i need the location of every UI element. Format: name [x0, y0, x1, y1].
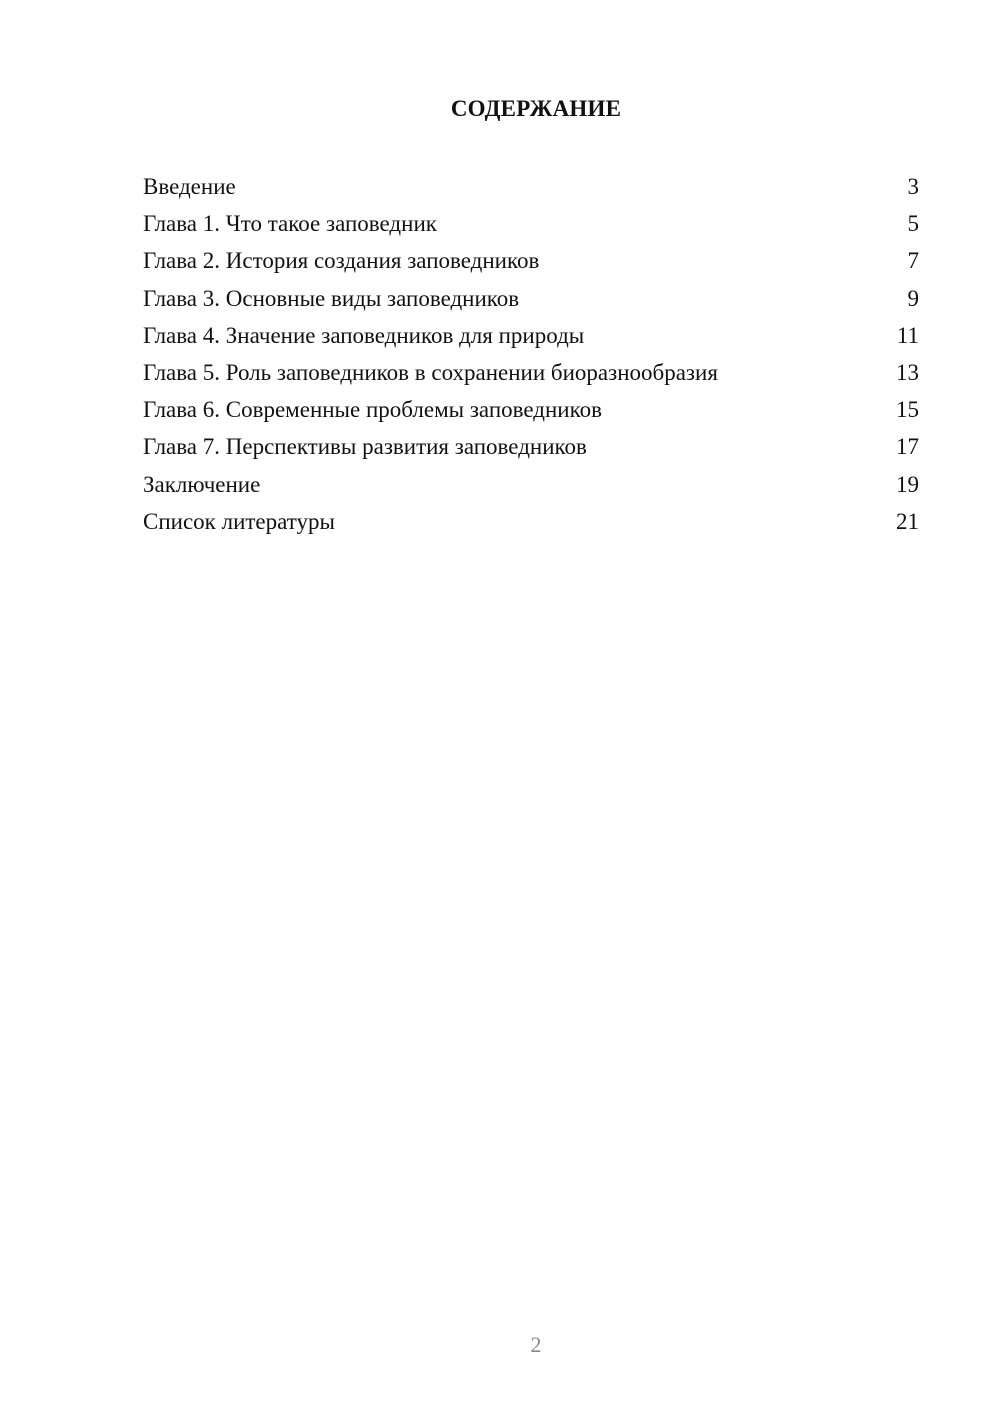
- toc-entry-label: Заключение: [143, 471, 261, 497]
- toc-entry: [143, 354, 919, 391]
- page-title: СОДЕРЖАНИЕ: [450, 96, 622, 121]
- toc-entry-page: 13: [896, 359, 919, 385]
- toc-entry-label: Глава 3. Основные виды заповедников: [143, 285, 520, 311]
- toc-entry-page: 21: [896, 508, 919, 534]
- toc-entry-page: 9: [907, 285, 919, 311]
- toc-entry-label: Глава 2. История создания заповедников: [143, 248, 540, 274]
- toc-entry-page: 5: [907, 211, 919, 237]
- toc-entry-label: Глава 6. Современные проблемы заповедников: [143, 397, 602, 423]
- toc-entry: [143, 168, 919, 205]
- toc-entry-label: Список литературы: [143, 508, 335, 534]
- toc-entry: [143, 280, 919, 317]
- toc-entry-label: Глава 7. Перспективы развития заповедников: [143, 434, 587, 460]
- toc-entry-label: Глава 5. Роль заповедников в сохранении биоразнообразия: [143, 359, 718, 385]
- toc-entry: [143, 205, 919, 242]
- toc-entry: [143, 242, 919, 279]
- toc-entry-label: Глава 1. Что такое заповедник: [143, 211, 437, 237]
- table-of-contents: [143, 168, 919, 540]
- toc-entry: [143, 466, 919, 503]
- toc-entry-page: 19: [896, 471, 919, 497]
- toc-entry-page: 7: [907, 248, 919, 274]
- toc-entry: [143, 317, 919, 354]
- toc-entry: [143, 503, 919, 540]
- toc-entry-page: 3: [907, 174, 919, 199]
- toc-entry-page: 15: [896, 397, 919, 423]
- toc-entry: [143, 391, 919, 428]
- toc-entry-page: 17: [896, 434, 919, 460]
- toc-entry-label: Введение: [143, 174, 236, 199]
- toc-entry: [143, 428, 919, 465]
- page-number: 2: [530, 1332, 542, 1357]
- toc-entry-page: 11: [896, 322, 919, 348]
- toc-entry-label: Глава 4. Значение заповедников для природы: [143, 322, 585, 348]
